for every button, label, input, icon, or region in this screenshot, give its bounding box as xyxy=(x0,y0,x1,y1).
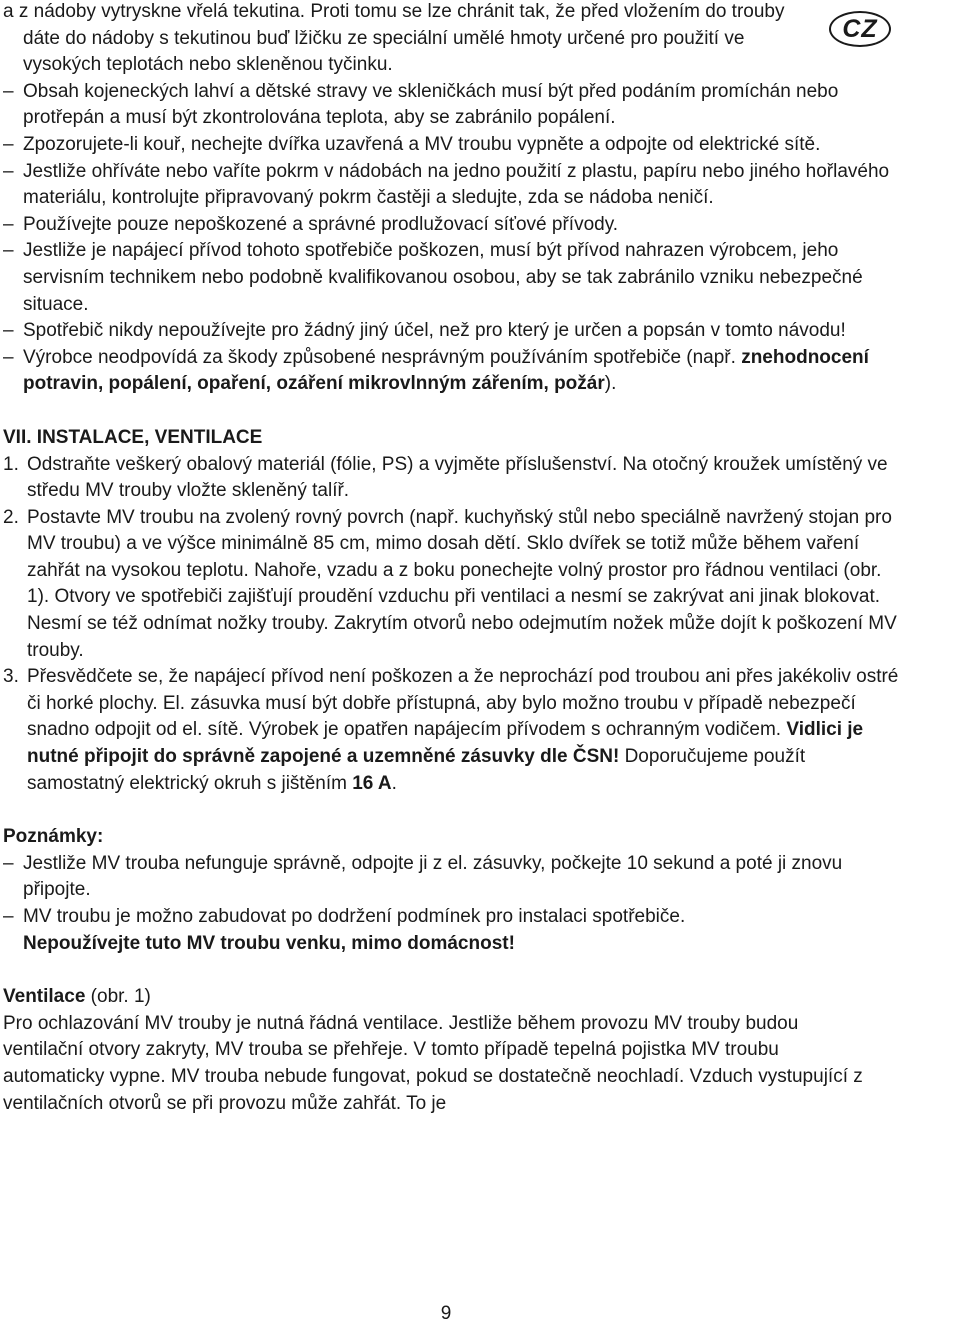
bullet-text: Výrobce neodpovídá za škody způsobené nesprávným používáním spotřebiče (např. xyxy=(23,346,742,368)
bullet-item-liability xyxy=(3,345,903,398)
bullet-text: Používejte pouze nepoškozené a správné prodlužovací síťové přívody. xyxy=(23,213,619,235)
install-step xyxy=(3,664,903,797)
ventilation-text: Pro ochlazování MV trouby je nutná řádná ventilace. Jestliže během provozu MV trouby budou ventilační otvory zakryty, MV trouba se přehřeje. V tomto případě tepelná pojistka MV troubu automaticky vypne. MV trouba nebude fungovat, pokud se dostatečně neochladí. Vzduch vystupující z ventilačních otvorů se při provozu může zahřát. To je xyxy=(3,1012,863,1114)
note-item xyxy=(3,904,903,957)
bullet-dash: – xyxy=(3,80,14,102)
bullet-dash: – xyxy=(3,320,14,342)
bullet-dash: – xyxy=(3,213,14,235)
spacer xyxy=(3,398,903,425)
note-item xyxy=(3,851,903,904)
step-number: 3. xyxy=(3,666,19,688)
bullet-item xyxy=(3,212,903,239)
intro-continuation: a z nádoby vytryskne vřelá tekutina. Proti tomu se lze chránit tak, že před vložením do trouby dáte do nádoby s tekutinou buď lžičku ze speciální umělé hmoty určené pro použití ve vysokých teplotách nebo skleněnou tyčinku. xyxy=(3,1,785,76)
note-text: MV troubu je možno zabudovat po dodržení podmínek pro instalaci spotřebiče. xyxy=(23,906,686,927)
bullet-dash: – xyxy=(3,133,14,155)
spacer xyxy=(3,797,903,824)
page-number: 9 xyxy=(440,1303,452,1324)
bullet-dash: – xyxy=(3,240,14,262)
step-text-bold: Vidlici je nutné připojit do správně zapojené a uzemněné zásuvky dle ČSN! xyxy=(27,719,864,768)
bullet-text: Jestliže je napájecí přívod tohoto spotřebiče poškozen, musí být přívod nahrazen výrobcem, jeho servisním technikem nebo podobně kvalifikovanou osobou, aby se tak zabránilo vzniku nebezpečné situace. xyxy=(23,240,863,315)
install-step xyxy=(3,452,903,505)
step-text: Postavte MV troubu na zvolený rovný povrch (např. kuchyňský stůl nebo speciálně navržený stojan pro MV troubu) a ve výšce minimálně 85 cm, mimo dosah dětí. Sklo dvířek se totiž může během vaření zahřát na vysokou teplotu. Nahoře, vzadu a z boku ponechejte volný prostor pro řádnou ventilaci (obr. 1). Otvory ve spotřebiči zajišťují proudění vzduchu při ventilaci a nesmí se zakrývat ani jinak blokovat. Nesmí se též odnímat nožky trouby. Zakrytím otvorů nebo odejmutím nožek může dojít k poškození MV trouby. xyxy=(27,506,897,661)
install-step xyxy=(3,505,903,665)
ventilation-figure-ref: (obr. 1) xyxy=(85,986,151,1008)
bullet-dash: – xyxy=(3,160,14,182)
language-badge-label: CZ xyxy=(842,14,878,43)
ventilation-heading xyxy=(3,984,903,1011)
note-text: Jestliže MV trouba nefunguje správně, odpojte ji z el. zásuvky, počkejte 10 sekund a poté ji znovu připojte. xyxy=(23,852,843,901)
bullet-text-bold: znehodnocení potravin, popálení, opaření, ozáření mikrovlnným zářením, požár xyxy=(23,346,869,395)
bullet-text-end: ). xyxy=(604,373,617,395)
note-dash: – xyxy=(3,906,14,927)
spacer xyxy=(3,957,903,984)
bullet-item xyxy=(3,318,903,345)
step-text-bold-rating: 16 A xyxy=(352,772,392,794)
bullet-item xyxy=(3,238,903,318)
page-content xyxy=(3,0,903,1117)
notes-title: Poznámky: xyxy=(3,826,104,848)
ventilation-title: Ventilace xyxy=(3,986,86,1008)
step-number: 2. xyxy=(3,506,19,528)
step-text: Odstraňte veškerý obalový materiál (fólie, PS) a vyjměte příslušenství. Na otočný kroužek umístěný ve středu MV trouby vložte skleněný talíř. xyxy=(27,453,888,502)
safety-bullet-list xyxy=(3,79,903,398)
bullet-text: Jestliže ohříváte nebo vaříte pokrm v nádobách na jedno použití z plastu, papíru nebo jiného hořlavého materiálu, kontrolujte připravovaný pokrm častěji a sledujte, zda se nádoba neničí. xyxy=(23,160,890,209)
step-text-end: . xyxy=(391,772,397,794)
bullet-item xyxy=(3,132,903,159)
bullet-item xyxy=(3,159,903,212)
bullet-item xyxy=(3,79,903,132)
bullet-text: Spotřebič nikdy nepoužívejte pro žádný jiný účel, než pro který je určen a popsán v tomto návodu! xyxy=(23,320,846,342)
bullet-dash: – xyxy=(3,346,14,368)
step-text-cont: Doporučujeme použít samostatný elektrický okruh s jištěním xyxy=(27,746,806,794)
bullet-text: Zpozorujete-li kouř, nechejte dvířka uzavřená a MV troubu vypněte a odpojte od elektrické sítě. xyxy=(23,133,821,155)
step-number: 1. xyxy=(3,453,19,475)
step-text: Přesvědčete se, že napájecí přívod není poškozen a že neprochází pod troubou ani přes jakékoliv ostré či horké plochy. El. zásuvka musí být dobře přístupná, aby bylo možno troubu v případě nebezpečí snadno odpojit od el. sítě. Výrobek je opatřen napájecím přívodem s ochranným vodičem. xyxy=(27,666,899,741)
section-title: VII. INSTALACE, VENTILACE xyxy=(3,426,263,448)
bullet-text: Obsah kojeneckých lahví a dětské stravy ve skleničkách musí být před podáním promíchán nebo protřepán a musí být zkontrolována teplota, aby se zabránilo popálení. xyxy=(23,80,839,129)
note-warning: Nepoužívejte tuto MV troubu venku, mimo domácnost! xyxy=(23,932,515,954)
install-steps xyxy=(3,452,903,798)
note-dash: – xyxy=(3,852,14,874)
